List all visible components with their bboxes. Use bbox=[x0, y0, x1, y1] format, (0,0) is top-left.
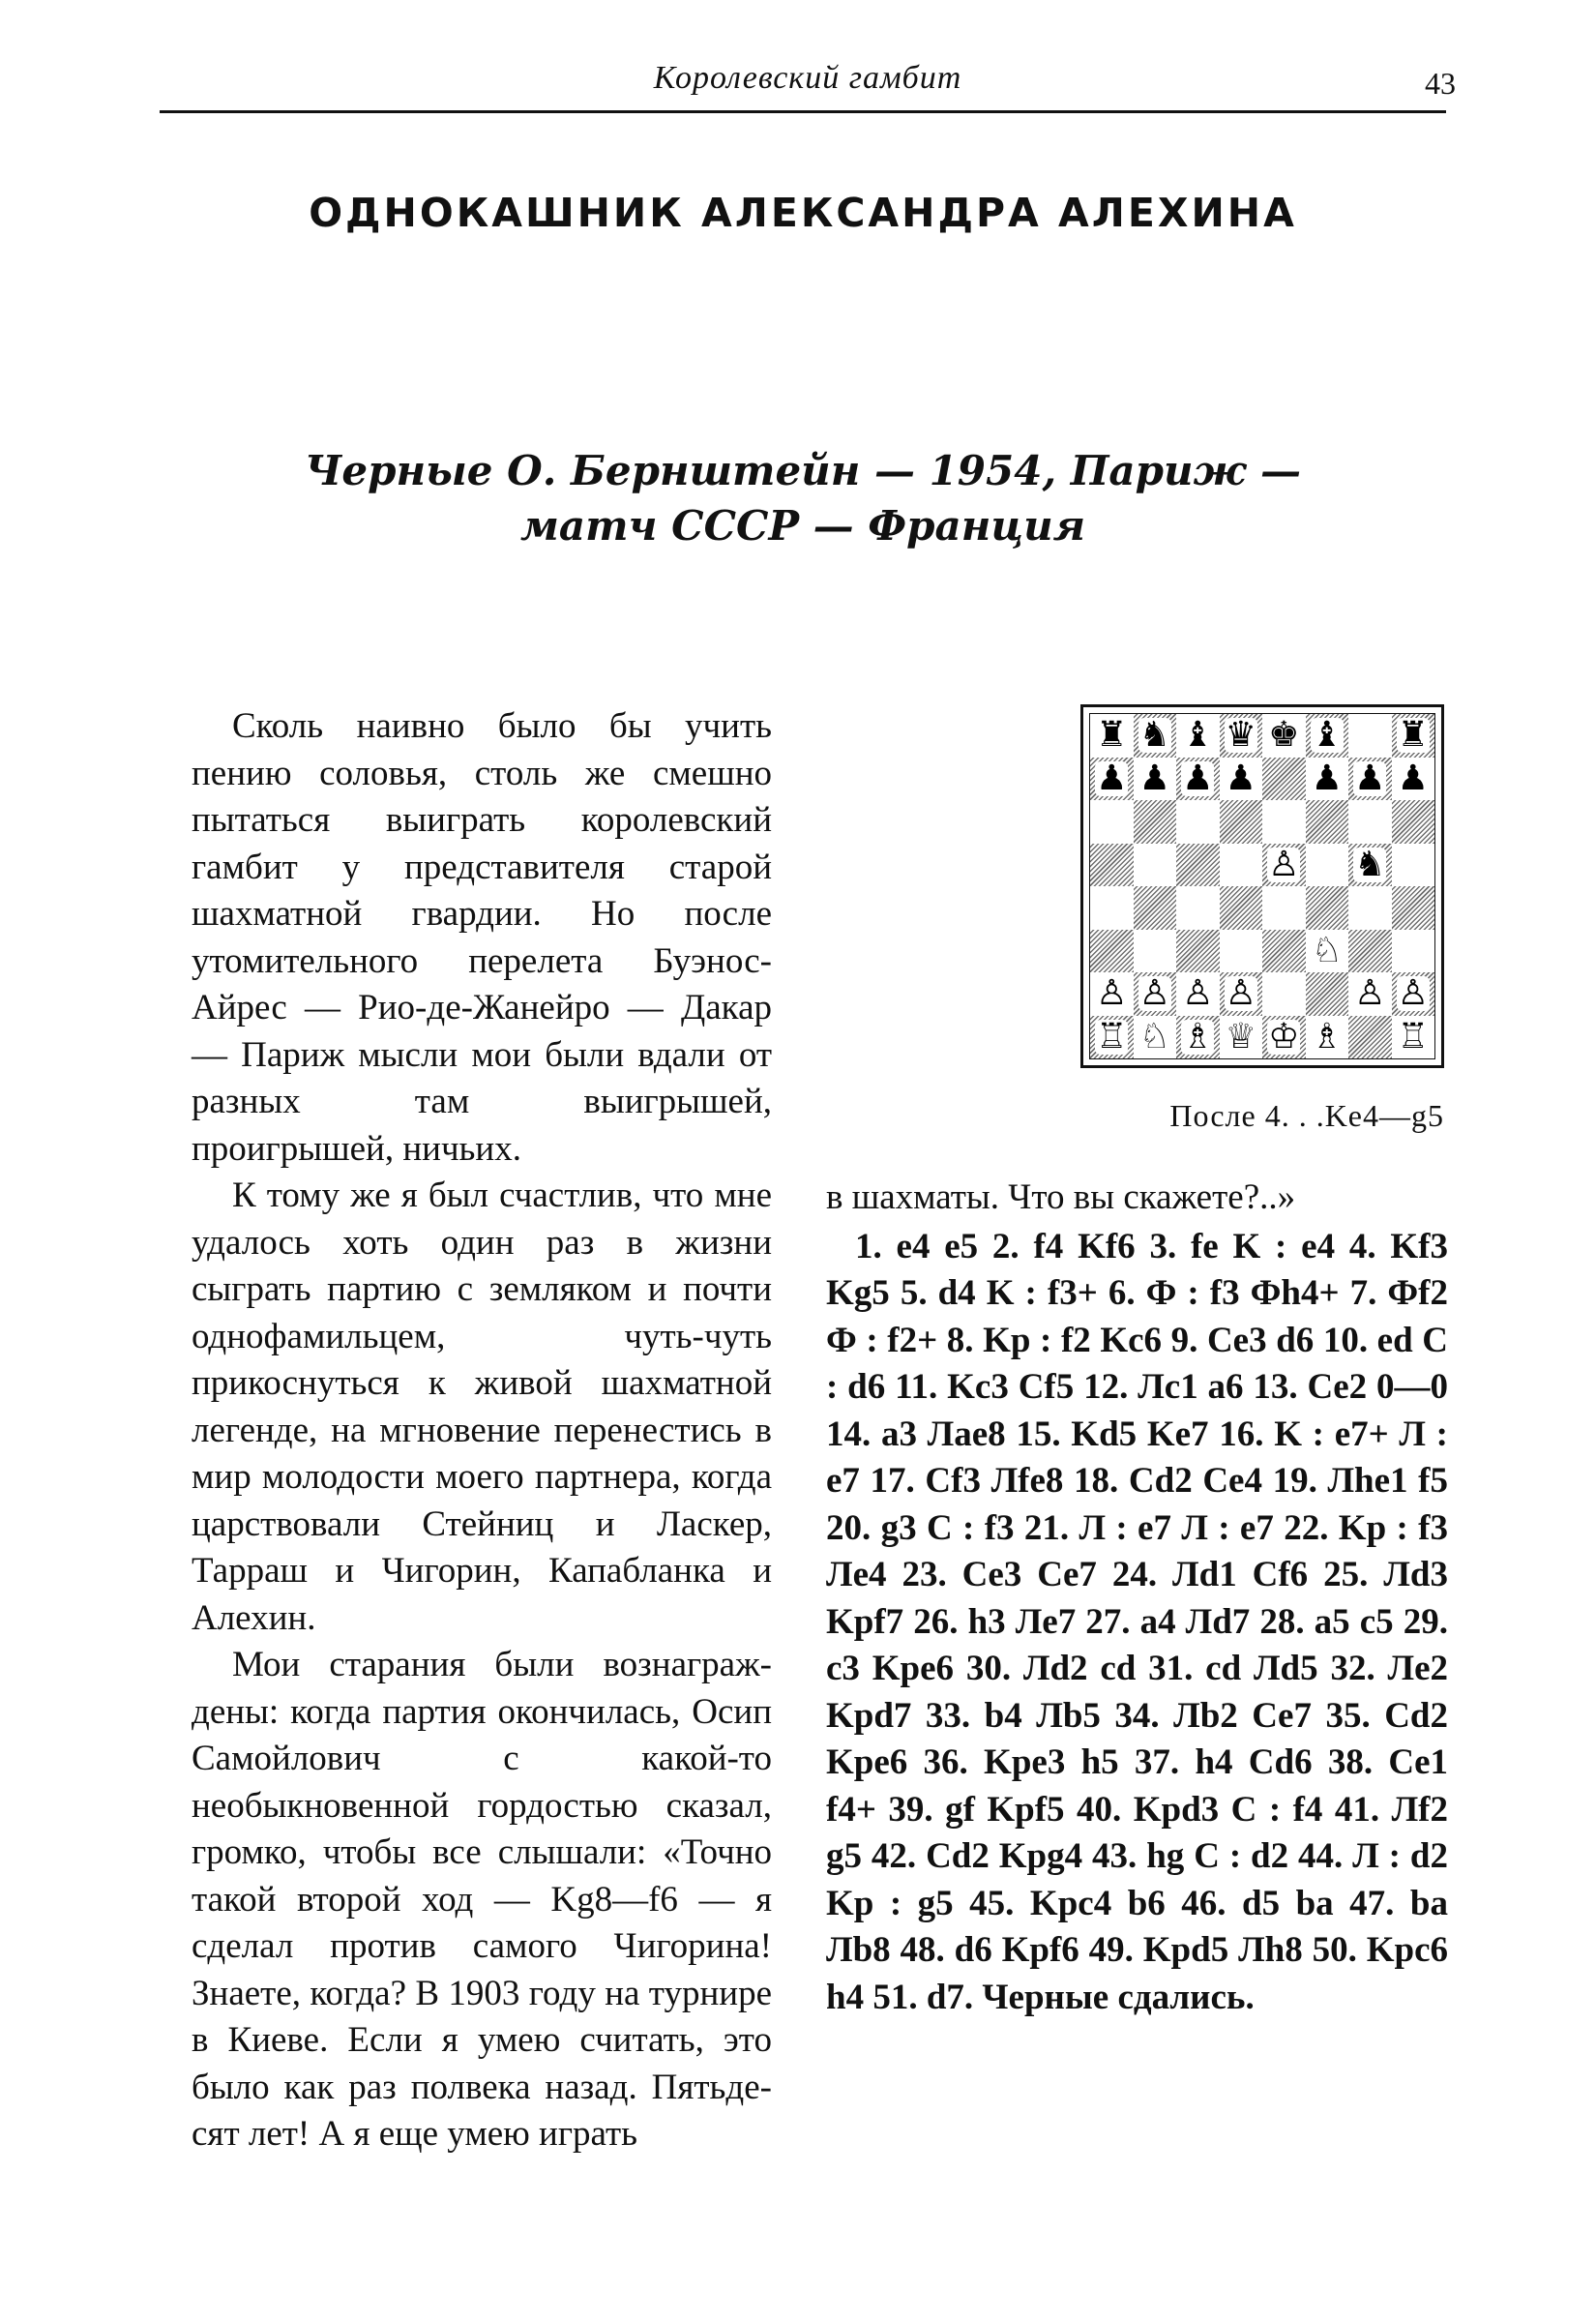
chess-piece-icon: ♛ bbox=[1225, 715, 1256, 756]
square-a1 bbox=[1090, 1016, 1134, 1059]
square-g1 bbox=[1348, 1016, 1392, 1059]
running-title: Королевский гамбит bbox=[653, 60, 962, 96]
chess-piece-icon: ♟ bbox=[1311, 758, 1343, 798]
chess-piece-icon: ♝ bbox=[1182, 715, 1214, 756]
square-h2 bbox=[1392, 972, 1435, 1016]
square-h4 bbox=[1392, 886, 1435, 930]
paragraph-2: К тому же я был счастлив, что мне удалось хоть один раз в жизни сыграть партию с земляком и почти однофамильцем, чуть-чуть прикоснуться к живой шахматной легенде, на мгновение перенестись в мир молодости моего партнера, когда царствовали Стейниц и Ласкер, Тарраш и Чигорин, Капабланка и Алехин. bbox=[192, 1176, 772, 1638]
square-f5 bbox=[1306, 844, 1349, 887]
square-e1 bbox=[1262, 1016, 1306, 1059]
page-number: 43 bbox=[1425, 66, 1456, 101]
chess-piece-icon: ♙ bbox=[1354, 973, 1386, 1014]
chess-piece-icon: ♙ bbox=[1138, 973, 1170, 1014]
square-d2 bbox=[1220, 972, 1263, 1016]
square-g2 bbox=[1348, 972, 1392, 1016]
square-d6 bbox=[1220, 800, 1263, 844]
square-b5 bbox=[1134, 844, 1177, 887]
running-head bbox=[160, 60, 1456, 108]
square-c7 bbox=[1176, 758, 1220, 801]
chess-piece-icon: ♘ bbox=[1311, 930, 1343, 970]
square-a3 bbox=[1090, 930, 1134, 973]
square-a7 bbox=[1090, 758, 1134, 801]
diagram-caption: После 4. . .Ke4—g5 bbox=[1169, 1098, 1444, 1133]
game-header bbox=[160, 443, 1446, 553]
chess-piece-icon: ♜ bbox=[1096, 715, 1128, 756]
chess-piece-icon: ♝ bbox=[1311, 715, 1343, 756]
square-h3 bbox=[1392, 930, 1435, 973]
square-g8 bbox=[1348, 714, 1392, 758]
game-header-line-2: матч СССР — Франция bbox=[519, 502, 1086, 550]
game-header-line-1: Черные О. Бернштейн — 1954, Париж — bbox=[305, 447, 1301, 494]
square-f4 bbox=[1306, 886, 1349, 930]
square-b4 bbox=[1134, 886, 1177, 930]
chess-piece-icon: ♖ bbox=[1397, 1016, 1429, 1057]
square-g4 bbox=[1348, 886, 1392, 930]
square-a8 bbox=[1090, 714, 1134, 758]
square-c6 bbox=[1176, 800, 1220, 844]
square-h8 bbox=[1392, 714, 1435, 758]
chess-piece-icon: ♙ bbox=[1182, 973, 1214, 1014]
square-f6 bbox=[1306, 800, 1349, 844]
chess-piece-icon: ♟ bbox=[1182, 758, 1214, 798]
chess-piece-icon: ♗ bbox=[1311, 1016, 1343, 1057]
chess-piece-icon: ♚ bbox=[1268, 715, 1300, 756]
square-e3 bbox=[1262, 930, 1306, 973]
paragraph-1: Сколь наивно было бы учить пению соловья, столь же смешно пытаться выиграть королевский гамбит у представителя старой шахматной гвардии. Но после утомительного перелета Буэнос-Айрес — Рио-де-Жанейро — Дакар — Париж мысли мои были вдали от разных там выигрышей, проигрышей, ничьих. bbox=[192, 706, 772, 1169]
square-g3 bbox=[1348, 930, 1392, 973]
square-c8 bbox=[1176, 714, 1220, 758]
square-d7 bbox=[1220, 758, 1263, 801]
square-a4 bbox=[1090, 886, 1134, 930]
chess-piece-icon: ♟ bbox=[1397, 758, 1429, 798]
square-b3 bbox=[1134, 930, 1177, 973]
chess-piece-icon: ♜ bbox=[1397, 715, 1429, 756]
chess-piece-icon: ♖ bbox=[1096, 1016, 1128, 1057]
square-h6 bbox=[1392, 800, 1435, 844]
square-c3 bbox=[1176, 930, 1220, 973]
square-a6 bbox=[1090, 800, 1134, 844]
chess-piece-icon: ♟ bbox=[1354, 758, 1386, 798]
chess-piece-icon: ♙ bbox=[1397, 973, 1429, 1014]
square-f8 bbox=[1306, 714, 1349, 758]
chess-piece-icon: ♘ bbox=[1138, 1016, 1170, 1057]
square-e8 bbox=[1262, 714, 1306, 758]
square-d3 bbox=[1220, 930, 1263, 973]
square-e7 bbox=[1262, 758, 1306, 801]
square-f1 bbox=[1306, 1016, 1349, 1059]
square-e4 bbox=[1262, 886, 1306, 930]
square-b2 bbox=[1134, 972, 1177, 1016]
square-h5 bbox=[1392, 844, 1435, 887]
square-f7 bbox=[1306, 758, 1349, 801]
square-d5 bbox=[1220, 844, 1263, 887]
square-b8 bbox=[1134, 714, 1177, 758]
chess-piece-icon: ♟ bbox=[1096, 758, 1128, 798]
header-rule bbox=[160, 110, 1446, 113]
square-g6 bbox=[1348, 800, 1392, 844]
square-c5 bbox=[1176, 844, 1220, 887]
square-h1 bbox=[1392, 1016, 1435, 1059]
square-c1 bbox=[1176, 1016, 1220, 1059]
square-c2 bbox=[1176, 972, 1220, 1016]
chess-piece-icon: ♕ bbox=[1225, 1016, 1256, 1057]
square-f3 bbox=[1306, 930, 1349, 973]
square-e5 bbox=[1262, 844, 1306, 887]
chess-piece-icon: ♙ bbox=[1096, 973, 1128, 1014]
chess-diagram bbox=[1080, 704, 1444, 1068]
square-a2 bbox=[1090, 972, 1134, 1016]
chess-piece-icon: ♗ bbox=[1182, 1016, 1214, 1057]
chess-piece-icon: ♞ bbox=[1354, 844, 1386, 884]
square-b6 bbox=[1134, 800, 1177, 844]
chess-piece-icon: ♙ bbox=[1268, 844, 1300, 884]
chess-piece-icon: ♙ bbox=[1225, 973, 1256, 1014]
paragraph-3: Мои старания были вознаграждены: когда партия окончилась, Осип Самойлович с какой-то необыкновенной гордостью сказал, громко, чтобы все слышали: «Точно такой второй ход — Kg8—f6 — я сделал против самого Чигорина! Знаете, когда? В 1903 году на турнире в Киеве. Если я умею считать, это было как раз полвека назад. Пятьдесят лет! А я еще умею играть bbox=[192, 1645, 772, 2154]
game-moves: 1. e4 e5 2. f4 Kf6 3. fe K : e4 4. Kf3 Kg5 5. d4 K : f3+ 6. Ф : f3 Фh4+ 7. Фf2 Ф : f2+ 8. Kp : f2 Kc6 9. Ce3 d6 10. ed C : d6 11. Kc3 Cf5 12. Лc1 a6 13. Ce2 0—0 14. a3 Лae8 15. Kd5 Ke7 16. K : e7+ Л : e7 17. Cf3 Лfe8 18. Cd2 Ce4 19. Лhe1 f5 20. g3 C : f3 21. Л : e7 Л : e7 22. Kp : f3 Лe4 23. Ce3 Ce7 24. Лd1 Cf6 25. Лd3 Kpf7 26. h3 Лe7 27. a4 Лd7 28. a5 c5 29. c3 Kpe6 30. Лd2 cd 31. cd Лd5 32. Лe2 Kpd7 33. b4 Лb5 34. Лb2 Ce7 35. Cd2 Kpe6 36. Kpe3 h5 37. h4 Cd6 38. Ce1 f4+ 39. gf Kpf5 40. Kpd3 C : f4 41. Лf2 g5 42. Cd2 Kpg4 43. hg C : d2 44. Л : d2 Kp : g5 45. Kpc4 b6 46. d5 ba 47. ba Лb8 48. d6 Kpf6 49. Kpd5 Лh8 50. Kpc6 h4 51. d7. Черные сдались. bbox=[826, 1226, 1448, 2017]
square-g5 bbox=[1348, 844, 1392, 887]
square-g7 bbox=[1348, 758, 1392, 801]
chapter-title: ОДНОКАШНИК АЛЕКСАНДРА АЛЕХИНА bbox=[309, 190, 1297, 236]
square-b7 bbox=[1134, 758, 1177, 801]
square-h7 bbox=[1392, 758, 1435, 801]
square-c4 bbox=[1176, 886, 1220, 930]
square-e6 bbox=[1262, 800, 1306, 844]
continuation-text: в шахматы. Что вы скажете?..» bbox=[826, 1177, 1296, 1217]
square-d8 bbox=[1220, 714, 1263, 758]
square-e2 bbox=[1262, 972, 1306, 1016]
right-column bbox=[826, 1175, 1448, 2021]
square-a5 bbox=[1090, 844, 1134, 887]
square-b1 bbox=[1134, 1016, 1177, 1059]
left-column bbox=[192, 703, 772, 2158]
square-d1 bbox=[1220, 1016, 1263, 1059]
square-f2 bbox=[1306, 972, 1349, 1016]
chess-board bbox=[1089, 713, 1435, 1059]
chess-piece-icon: ♟ bbox=[1225, 758, 1256, 798]
square-d4 bbox=[1220, 886, 1263, 930]
chess-piece-icon: ♞ bbox=[1138, 715, 1170, 756]
chess-piece-icon: ♟ bbox=[1138, 758, 1170, 798]
chess-piece-icon: ♔ bbox=[1268, 1016, 1300, 1057]
